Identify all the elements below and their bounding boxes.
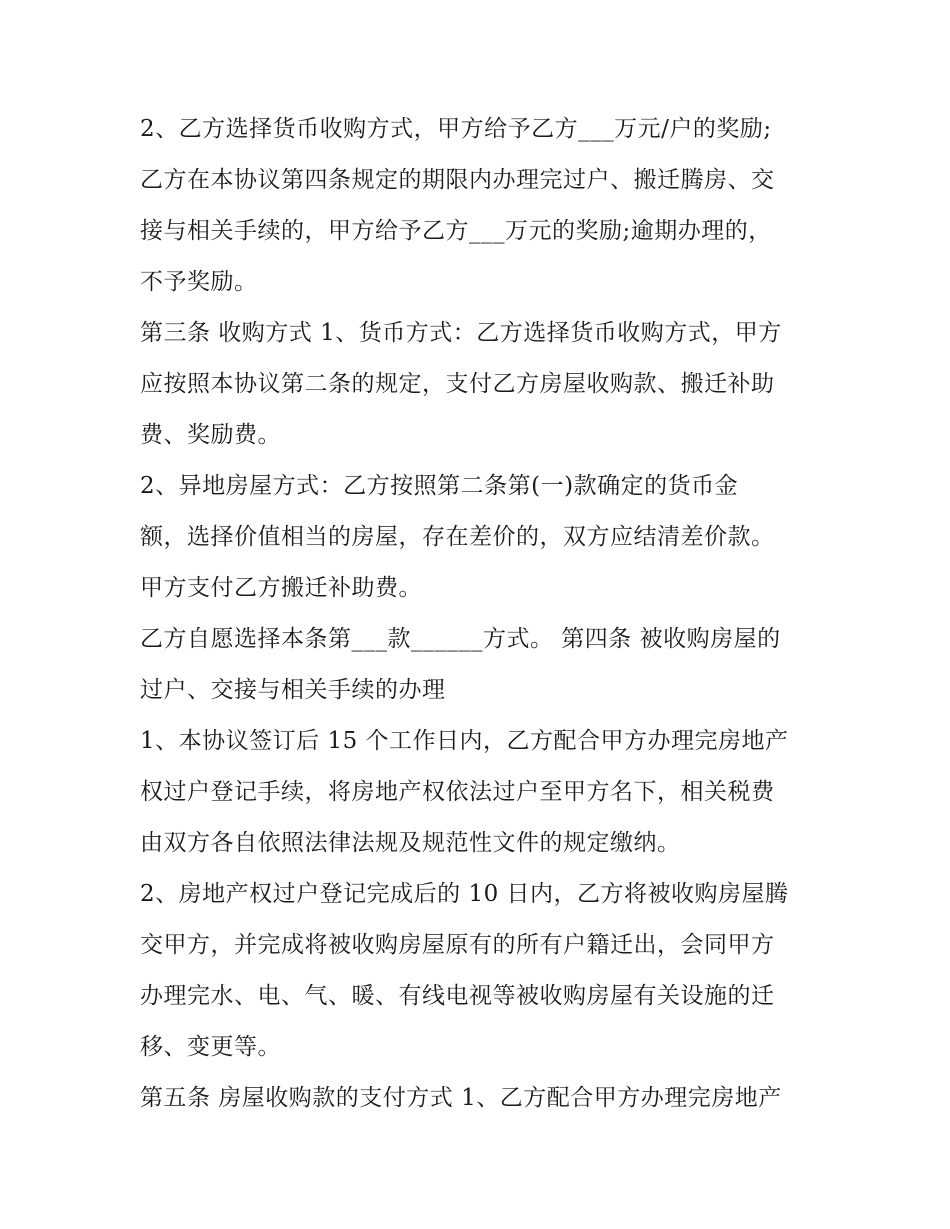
text-line: 2、房地产权过户登记完成后的 10 日内，乙方将被收购房屋腾 bbox=[140, 881, 789, 907]
text-line: 过户、交接与相关手续的办理 bbox=[140, 677, 446, 703]
text-line: 1、本协议签订后 15 个工作日内，乙方配合甲方办理完房地产 bbox=[140, 728, 789, 754]
text-line: 费、奖励费。 bbox=[140, 422, 281, 448]
text-line: 不予奖励。 bbox=[140, 269, 258, 295]
text-line: 权过户登记手续，将房地产权依法过户至甲方名下，相关税费 bbox=[140, 779, 775, 805]
text-line: 办理完水、电、气、暖、有线电视等被收购房屋有关设施的迁 bbox=[140, 983, 775, 1009]
text-line: 接与相关手续的，甲方给予乙方___万元的奖励;逾期办理的， bbox=[140, 218, 772, 244]
text-line: 第五条 房屋收购款的支付方式 1、乙方配合甲方办理完房地产 bbox=[140, 1085, 782, 1111]
text-line: 第三条 收购方式 1、货币方式：乙方选择货币收购方式，甲方 bbox=[140, 320, 782, 346]
document-body bbox=[140, 104, 820, 1124]
text-line: 额，选择价值相当的房屋，存在差价的，双方应结清差价款。 bbox=[140, 524, 775, 550]
text-line: 移、变更等。 bbox=[140, 1034, 281, 1060]
text-line: 甲方支付乙方搬迁补助费。 bbox=[140, 575, 422, 601]
text-line: 应按照本协议第二条的规定，支付乙方房屋收购款、搬迁补助 bbox=[140, 371, 775, 397]
text-line: 2、乙方选择货币收购方式，甲方给予乙方___万元/户的奖励; bbox=[140, 116, 772, 142]
text-line: 乙方在本协议第四条规定的期限内办理完过户、搬迁腾房、交 bbox=[140, 167, 775, 193]
text-line: 交甲方，并完成将被收购房屋原有的所有户籍迁出，会同甲方 bbox=[140, 932, 775, 958]
text-line: 乙方自愿选择本条第___款______方式。 第四条 被收购房屋的 bbox=[140, 626, 781, 652]
text-line: 2、异地房屋方式：乙方按照第二条第(一)款确定的货币金 bbox=[140, 473, 739, 499]
text-line: 由双方各自依照法律法规及规范性文件的规定缴纳。 bbox=[140, 830, 681, 856]
